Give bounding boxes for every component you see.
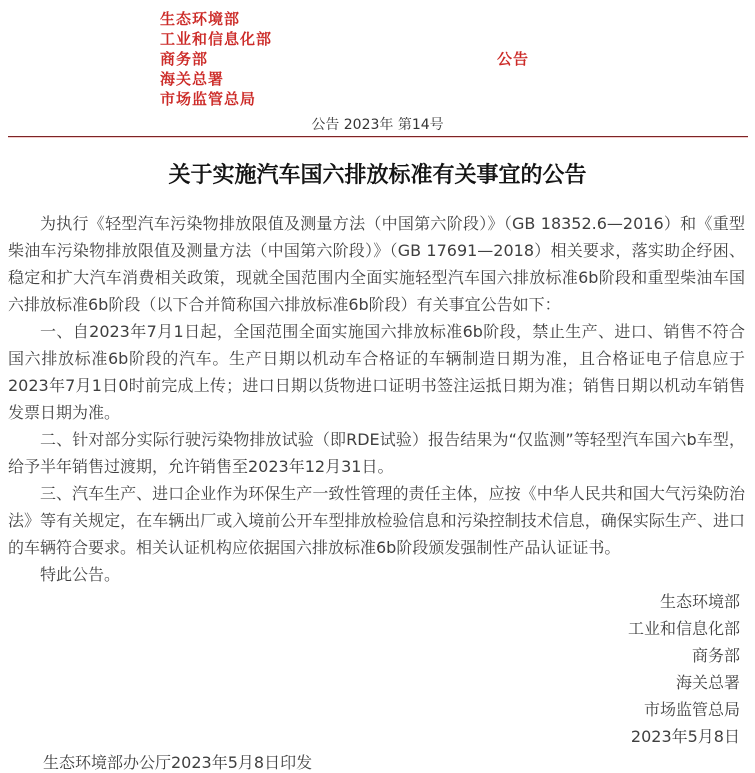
- header-agency-name: 市场监管总局: [160, 90, 257, 108]
- doc-number: 公告 2023年 第14号: [311, 117, 444, 133]
- body-paragraph: 一、自2023年7月1日起，全国范围全面实施国六排放标准6b阶段，禁止生产、进口、销售不符合国六排放标准6b阶段的汽车。生产日期以机动车合格证的车辆制造日期为准，且合格证电子信息应于2023年7月1日0时前完成上传；进口日期以货物进口证明书签注运抵日期为准；销售日期以机动车销售发票日期为准。: [8, 322, 745, 422]
- red-divider-line: [8, 136, 748, 137]
- signature-line: 海关总署: [675, 673, 740, 692]
- signature-line: 市场监管总局: [643, 700, 740, 719]
- signature-line: 工业和信息化部: [627, 619, 740, 638]
- header-agency-list: [160, 0, 755, 109]
- signature-line: 生态环境部: [659, 592, 740, 611]
- announcement-body: [8, 210, 745, 588]
- signature-line: 2023年5月8日: [630, 727, 740, 746]
- signature-block: [0, 588, 740, 750]
- footer-note: 生态环境部办公厅2023年5月8日印发: [43, 753, 313, 772]
- signature-line: 商务部: [691, 646, 740, 665]
- body-paragraph: 三、汽车生产、进口企业作为环保生产一致性管理的责任主体，应按《中华人民共和国大气污染防治法》等有关规定，在车辆出厂或入境前公开车型排放检验信息和污染控制技术信息，确保实际生产、进口的车辆符合要求。相关认证机构应依据国六排放标准6b阶段颁发强制性产品认证证书。: [8, 484, 745, 557]
- body-paragraph: 二、针对部分实际行驶污染物排放试验（即RDE试验）报告结果为“仅监测”等轻型汽车国六b车型，给予半年销售过渡期，允许销售至2023年12月31日。: [8, 430, 745, 476]
- header-agency-name: 生态环境部: [160, 10, 241, 28]
- notice-label: 公告: [497, 50, 530, 68]
- body-paragraph: 特此公告。: [40, 565, 121, 584]
- header-agency-name: 商务部: [160, 50, 209, 68]
- page-title: 关于实施汽车国六排放标准有关事宜的公告: [168, 163, 587, 188]
- header-agency-name: 海关总署: [160, 70, 225, 88]
- header-agency-name: 工业和信息化部: [160, 30, 273, 48]
- body-paragraph: 为执行《轻型汽车污染物排放限值及测量方法（中国第六阶段）》（GB 18352.6—2016）和《重型柴油车污染物排放限值及测量方法（中国第六阶段）》（GB 17691—2018）相关要求，落实助企纾困、稳定和扩大汽车消费相关政策，现就全国范围内全面实施轻型汽车国六排放标准6b阶段和重型柴油车国六排放标准6b阶段（以下合并简称国六排放标准6b阶段）有关事宜公告如下：: [8, 214, 745, 314]
